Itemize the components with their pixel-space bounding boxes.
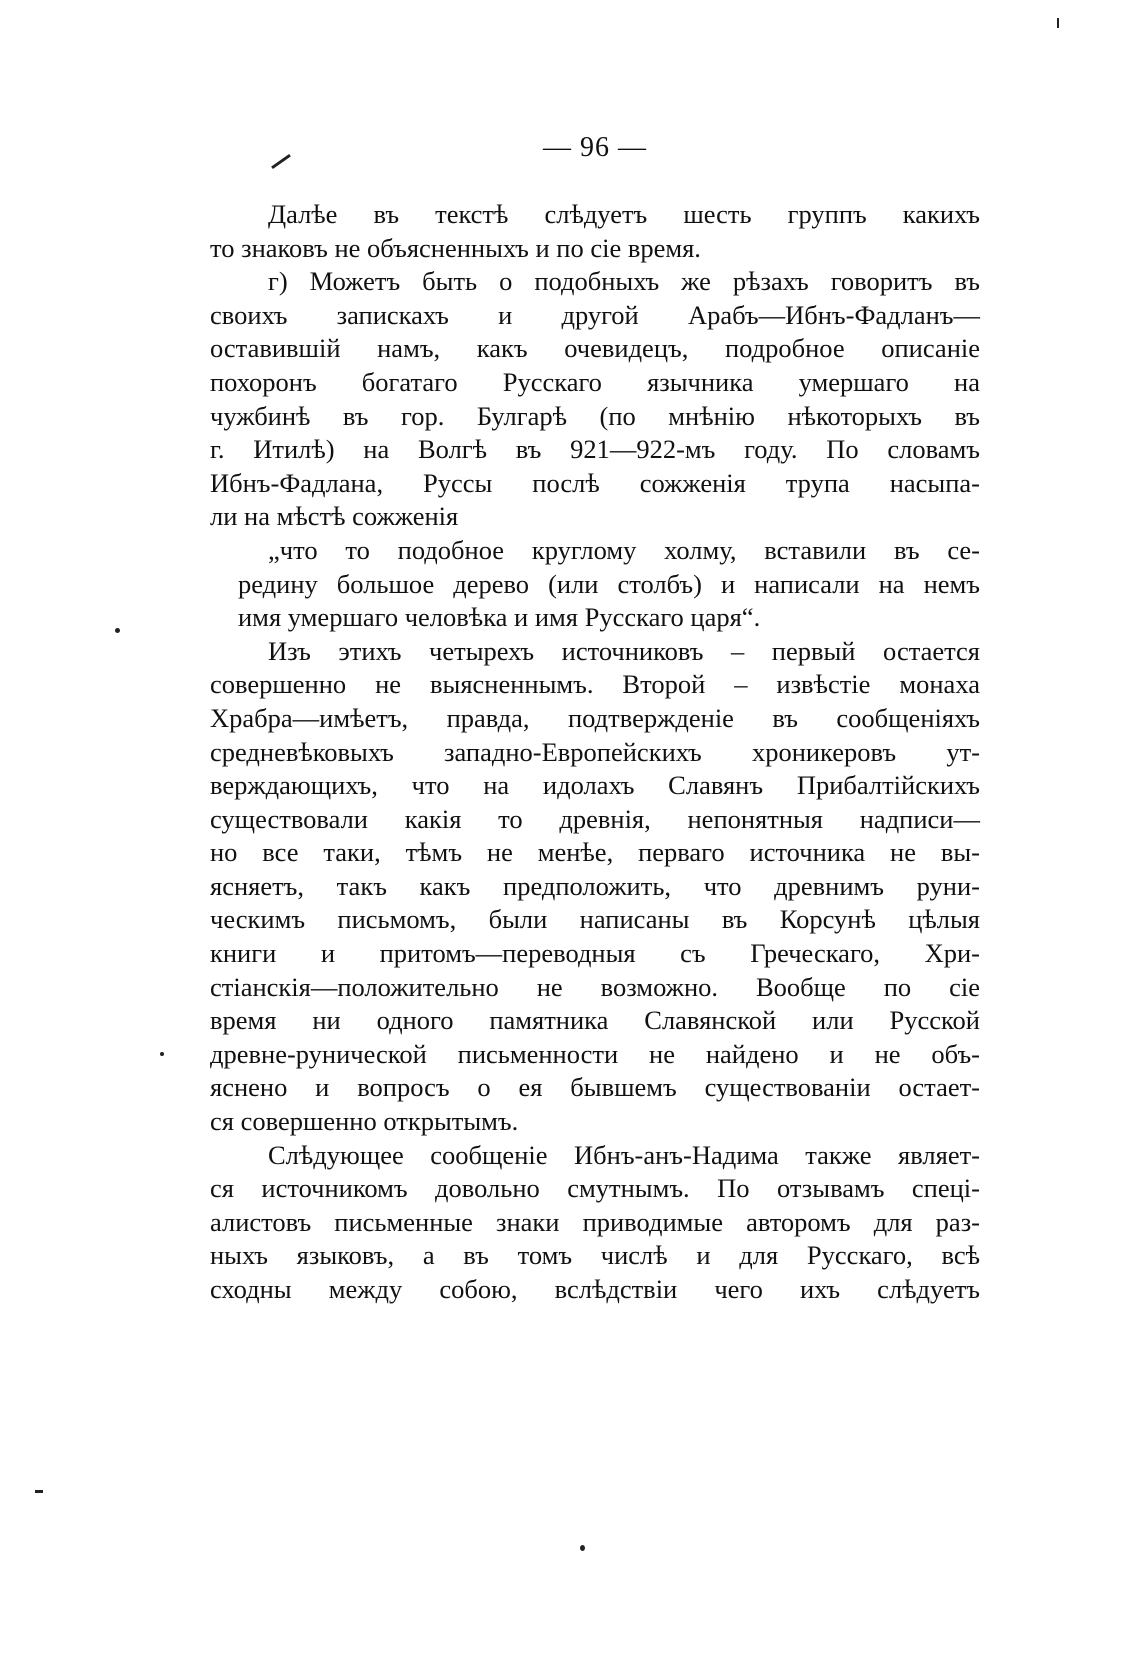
text-line: время ни одного памятника Славянской или Русской (210, 1005, 980, 1036)
scan-speck (580, 1545, 585, 1551)
scan-speck (1057, 18, 1059, 28)
text-line: имя умершаго человѣка и имя Русскаго царя“. (238, 602, 761, 633)
text-line: оставившій намъ, какъ очевидецъ, подробное описаніе (210, 333, 980, 364)
text-line: чужбинѣ въ гор. Булгарѣ (по мнѣнію нѣкоторыхъ въ (210, 400, 980, 431)
text-line: ясняетъ, такъ какъ предположить, что древнимъ руни- (210, 870, 980, 901)
text-line: г. Итилѣ) на Волгѣ въ 921—922-мъ году. По словамъ (210, 434, 980, 465)
text-line: но все таки, тѣмъ не менѣе, перваго источника не вы- (210, 837, 980, 868)
scan-speck (35, 1490, 43, 1493)
text-line: сходны между собою, вслѣдствіи чего ихъ слѣдуетъ (210, 1274, 980, 1304)
text-line: ческимъ письмомъ, были написаны въ Корсунѣ цѣлыя (210, 904, 980, 935)
text-line: редину большое дерево (или столбъ) и написали на немъ (238, 568, 980, 599)
text-line: „что то подобное круглому холму, вставили въ се- (268, 534, 980, 565)
text-line: ныхъ языковъ, а въ томъ числѣ и для Русскаго, всѣ (210, 1240, 980, 1271)
text-line: г) Можетъ быть о подобныхъ же рѣзахъ говоритъ въ (268, 266, 980, 297)
text-line: существовали какія то древнія, непонятныя надписи— (210, 803, 980, 834)
body-text (210, 198, 980, 1307)
text-line: Далѣе въ текстѣ слѣдуетъ шесть группъ какихъ (268, 199, 980, 229)
text-line: древне-рунической письменности не найдено и не объ- (210, 1038, 980, 1069)
text-line: ли на мѣстѣ сожженія (210, 501, 459, 532)
text-line: ся совершенно открытымъ. (210, 1106, 519, 1137)
text-line: Ибнъ-Фадлана, Руссы послѣ сожженія трупа насыпа- (210, 467, 980, 498)
page-number: — 96 — (543, 132, 647, 163)
text-line: Слѣдующее сообщеніе Ибнъ-анъ-Надима также являет- (268, 1139, 980, 1170)
text-line: своихъ запискахъ и другой Арабъ—Ибнъ-Фадланъ— (210, 299, 980, 330)
text-line: средневѣковыхъ западно-Европейскихъ хроникеровъ ут- (210, 736, 980, 767)
scan-speck (160, 1052, 164, 1056)
text-line: Храбра—имѣетъ, правда, подтвержденіе въ сообщеніяхъ (210, 702, 980, 733)
text-line: похоронъ богатаго Русскаго язычника умершаго на (210, 366, 980, 397)
text-line: верждающихъ, что на идолахъ Славянъ Прибалтійскихъ (210, 770, 980, 801)
text-line: то знаковъ не объясненныхъ и по сіе время. (210, 232, 701, 263)
text-line: ся источникомъ довольно смутнымъ. По отзывамъ спеці- (210, 1173, 980, 1204)
text-line: книги и притомъ—переводныя съ Греческаго, Хри- (210, 938, 980, 969)
text-line: совершенно не выясненнымъ. Второй – извѣстіе монаха (210, 669, 980, 700)
text-line: Изъ этихъ четырехъ источниковъ – первый остается (268, 635, 980, 666)
text-line: стіанскія—положительно не возможно. Вообще по сіе (210, 971, 980, 1002)
text-line: яснено и вопросъ о ея бывшемъ существованіи остает- (210, 1072, 980, 1103)
text-line: алистовъ письменные знаки приводимые авторомъ для раз- (210, 1206, 980, 1237)
scan-speck (115, 628, 120, 633)
